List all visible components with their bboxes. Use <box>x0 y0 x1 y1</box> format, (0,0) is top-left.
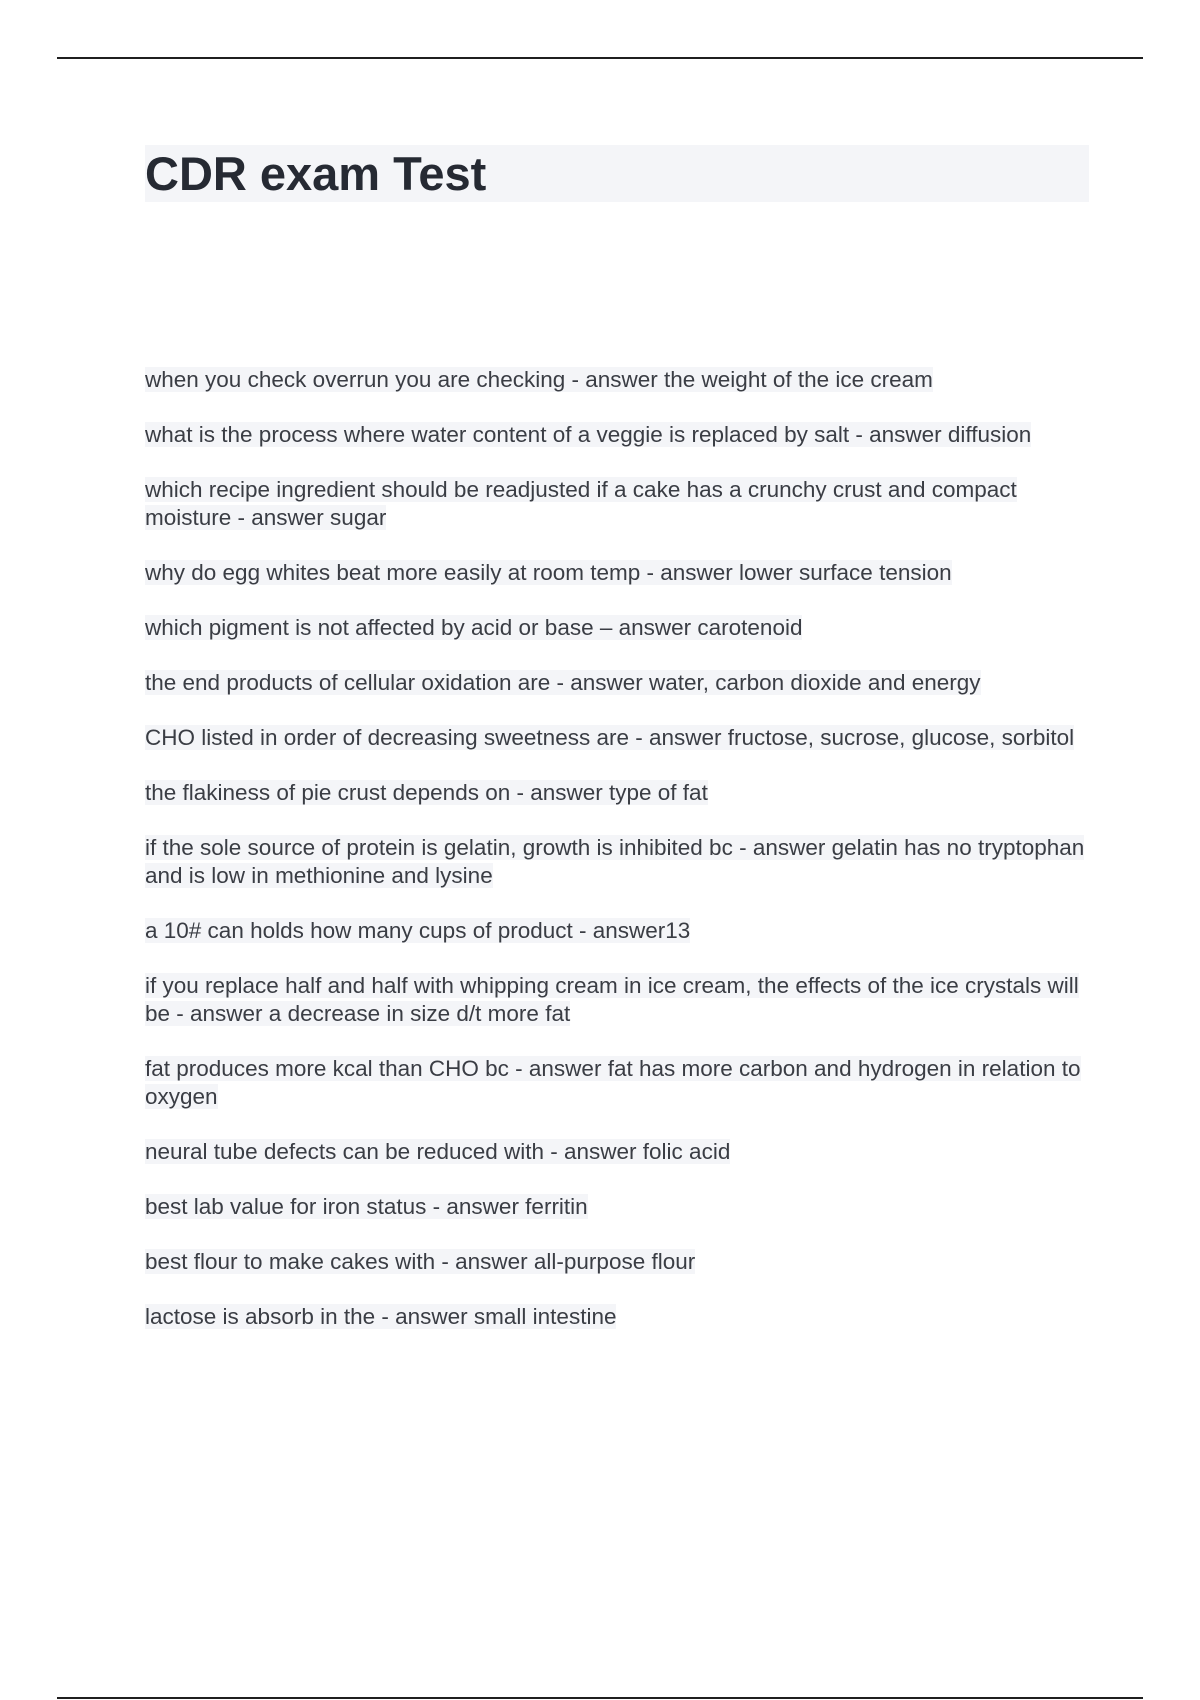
bottom-rule <box>57 1697 1143 1699</box>
qa-text: lactose is absorb in the - answer small intestine <box>145 1304 617 1329</box>
qa-item <box>145 476 1095 532</box>
qa-text: if you replace half and half with whipping cream in ice cream, the effects of the ice crystals will be - answer a decrease in size d/t more fat <box>145 973 1079 1026</box>
qa-text: the end products of cellular oxidation are - answer water, carbon dioxide and energy <box>145 670 981 695</box>
qa-text: which recipe ingredient should be readjusted if a cake has a crunchy crust and compact moisture - answer sugar <box>145 477 1017 530</box>
qa-text: when you check overrun you are checking - answer the weight of the ice cream <box>145 367 933 392</box>
qa-item <box>145 972 1095 1028</box>
qa-item <box>145 559 1095 587</box>
page-title: CDR exam Test <box>145 147 487 200</box>
qa-item <box>145 917 1095 945</box>
top-rule <box>57 57 1143 59</box>
qa-item <box>145 1248 1095 1276</box>
qa-text: why do egg whites beat more easily at room temp - answer lower surface tension <box>145 560 952 585</box>
qa-item <box>145 366 1095 394</box>
qa-item <box>145 421 1095 449</box>
qa-text: a 10# can holds how many cups of product - answer13 <box>145 918 691 943</box>
qa-item <box>145 1303 1095 1331</box>
title-block <box>145 145 1089 202</box>
question-answer-list <box>145 366 1095 1358</box>
qa-item <box>145 724 1095 752</box>
qa-text: best flour to make cakes with - answer all-purpose flour <box>145 1249 696 1274</box>
qa-text: which pigment is not affected by acid or base – answer carotenoid <box>145 615 803 640</box>
qa-item <box>145 1193 1095 1221</box>
qa-item <box>145 834 1095 890</box>
qa-text: fat produces more kcal than CHO bc - answer fat has more carbon and hydrogen in relation to oxygen <box>145 1056 1081 1109</box>
qa-item <box>145 779 1095 807</box>
qa-text: neural tube defects can be reduced with - answer folic acid <box>145 1139 731 1164</box>
qa-item <box>145 1055 1095 1111</box>
qa-item <box>145 1138 1095 1166</box>
qa-item <box>145 669 1095 697</box>
qa-text: what is the process where water content of a veggie is replaced by salt - answer diffusion <box>145 422 1032 447</box>
qa-text: the flakiness of pie crust depends on - answer type of fat <box>145 780 708 805</box>
qa-text: if the sole source of protein is gelatin, growth is inhibited bc - answer gelatin has no tryptophan and is low in methionine and lysine <box>145 835 1085 888</box>
qa-text: CHO listed in order of decreasing sweetness are - answer fructose, sucrose, glucose, sorbitol <box>145 725 1075 750</box>
qa-item <box>145 614 1095 642</box>
qa-text: best lab value for iron status - answer ferritin <box>145 1194 588 1219</box>
